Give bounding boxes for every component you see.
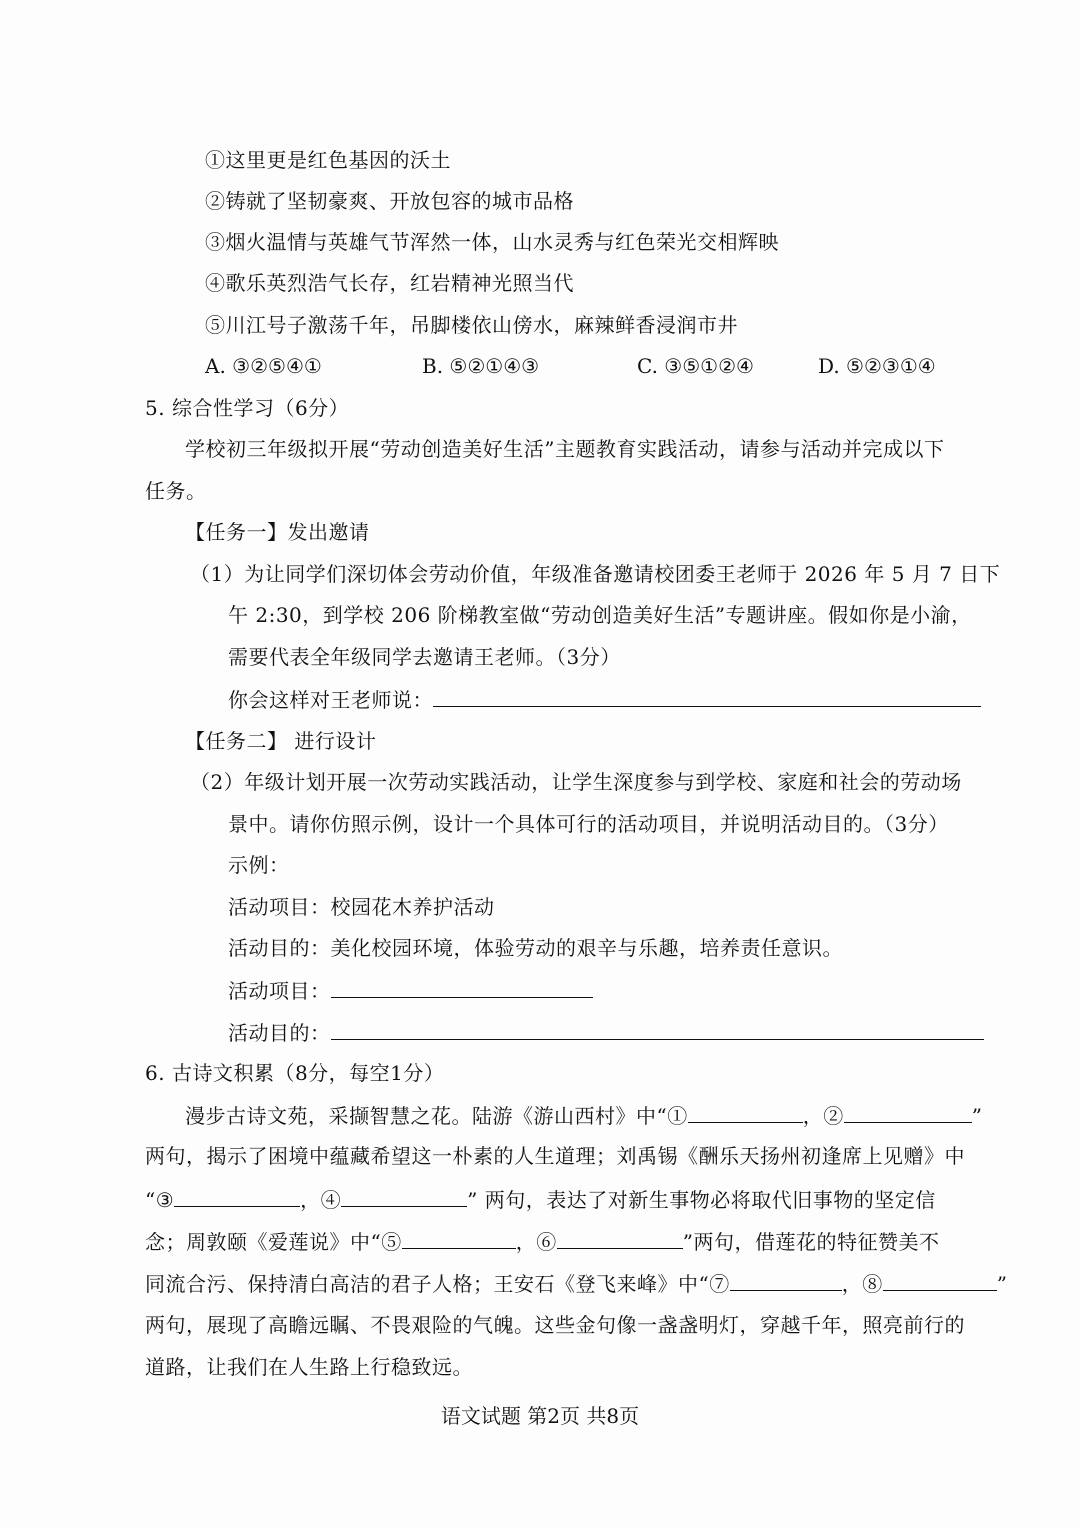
q5-heading: 5. 综合性学习（6分）	[145, 396, 350, 420]
q6-line-3-text-c: ” 两句，表达了对新生事物必将取代旧事物的坚定信	[467, 1188, 936, 1212]
q6-line-5-text-b: ，⑧	[841, 1272, 883, 1296]
purpose-answer-row	[228, 1017, 984, 1048]
q4-option-c[interactable]: C. ③⑤①②④	[637, 354, 754, 378]
q6-line-4-text-a: 念；周敦颐《爱莲说》中“⑤	[145, 1230, 402, 1254]
purpose-label: 活动目的：	[228, 1021, 331, 1045]
q5-intro-line-2: 任务。	[145, 479, 207, 503]
blank-8[interactable]	[883, 1268, 997, 1291]
q5-intro-line-1: 学校初三年级拟开展“劳动创造美好生活”主题教育实践活动，请参与活动并完成以下	[185, 437, 945, 461]
q6-line-4-text-b: ，⑥	[515, 1230, 557, 1254]
blank-7[interactable]	[730, 1268, 842, 1291]
example-label: 示例：	[228, 853, 290, 877]
blank-5[interactable]	[402, 1226, 516, 1249]
example-project: 活动项目：校园花木养护活动	[228, 895, 495, 919]
blank-6[interactable]	[557, 1226, 683, 1249]
q4-item-3: ③烟火温情与英雄气节浑然一体，山水灵秀与红色荣光交相辉映	[205, 230, 779, 254]
project-label: 活动项目：	[228, 979, 331, 1003]
task1-question-line-2: 午 2:30，到学校 206 阶梯教室做“劳动创造美好生活”专题讲座。假如你是小渝，	[228, 603, 972, 627]
q6-line-7: 道路，让我们在人生路上行稳致远。	[145, 1355, 473, 1379]
q6-line-3-text-a: “③	[145, 1188, 175, 1212]
blank-3[interactable]	[174, 1184, 300, 1207]
q6-line-1-text-a: 漫步古诗文苑，采撷智慧之花。陆游《游山西村》中“①	[185, 1104, 688, 1128]
q6-line-6: 两句，展现了高瞻远瞩、不畏艰险的气魄。这些金句像一盏盏明灯，穿越千年，照亮前行的	[145, 1313, 965, 1337]
q6-line-3-text-b: ，④	[300, 1188, 342, 1212]
q4-item-5: ⑤川江号子激荡千年，吊脚楼依山傍水，麻辣鲜香浸润市井	[205, 313, 738, 337]
task2-question-line-1: （2）年级计划开展一次劳动实践活动，让学生深度参与到学校、家庭和社会的劳动场	[190, 770, 962, 794]
q4-option-a[interactable]: A. ③②⑤④①	[205, 354, 322, 378]
page-footer: 语文试题 第2页 共8页	[440, 1404, 640, 1428]
q6-line-4-text-c: ”两句，借莲花的特征赞美不	[682, 1230, 940, 1254]
task1-answer-blank[interactable]	[433, 684, 981, 707]
q6-heading: 6. 古诗文积累（8分，每空1分）	[145, 1061, 445, 1085]
task1-question-line-3: 需要代表全年级同学去邀请王老师。（3分）	[228, 645, 621, 669]
q6-line-5-text-c: ”	[996, 1272, 1008, 1296]
task1-title: 【任务一】发出邀请	[185, 520, 370, 544]
q6-line-5-text-a: 同流合污、保持清白高洁的君子人格；王安石《登飞来峰》中“⑦	[145, 1272, 730, 1296]
q6-line-1	[185, 1100, 982, 1131]
task1-answer-row	[228, 684, 981, 715]
q4-option-b[interactable]: B. ⑤②①④③	[422, 354, 540, 378]
q4-item-4: ④歌乐英烈浩气长存，红岩精神光照当代	[205, 271, 574, 295]
example-purpose: 活动目的：美化校园环境，体验劳动的艰辛与乐趣，培养责任意识。	[228, 936, 843, 960]
q6-line-2: 两句，揭示了困境中蕴藏希望这一朴素的人生道理；刘禹锡《酬乐天扬州初逢席上见赠》中	[145, 1144, 965, 1168]
q6-line-3	[145, 1184, 936, 1215]
task2-title: 【任务二】 进行设计	[185, 729, 377, 753]
q4-item-2: ②铸就了坚韧豪爽、开放包容的城市品格	[205, 189, 574, 213]
task2-question-line-2: 景中。请你仿照示例，设计一个具体可行的活动项目，并说明活动目的。（3分）	[228, 812, 949, 836]
blank-1[interactable]	[688, 1100, 803, 1123]
q6-line-5	[145, 1268, 1007, 1299]
task1-answer-label: 你会这样对王老师说：	[228, 688, 433, 712]
project-answer-blank[interactable]	[331, 975, 593, 998]
blank-4[interactable]	[341, 1184, 467, 1207]
q4-option-d[interactable]: D. ⑤②③①④	[818, 354, 936, 378]
q6-line-1-text-b: ，②	[802, 1104, 844, 1128]
q6-line-1-text-c: ”	[971, 1104, 983, 1128]
blank-2[interactable]	[844, 1100, 972, 1123]
project-answer-row	[228, 975, 593, 1006]
purpose-answer-blank[interactable]	[331, 1017, 984, 1040]
q4-item-1: ①这里更是红色基因的沃土	[205, 148, 451, 172]
q6-line-4	[145, 1226, 939, 1257]
task1-question-line-1: （1）为让同学们深切体会劳动价值，年级准备邀请校团委王老师于 2026 年 5 月 7 日下	[190, 562, 1001, 586]
